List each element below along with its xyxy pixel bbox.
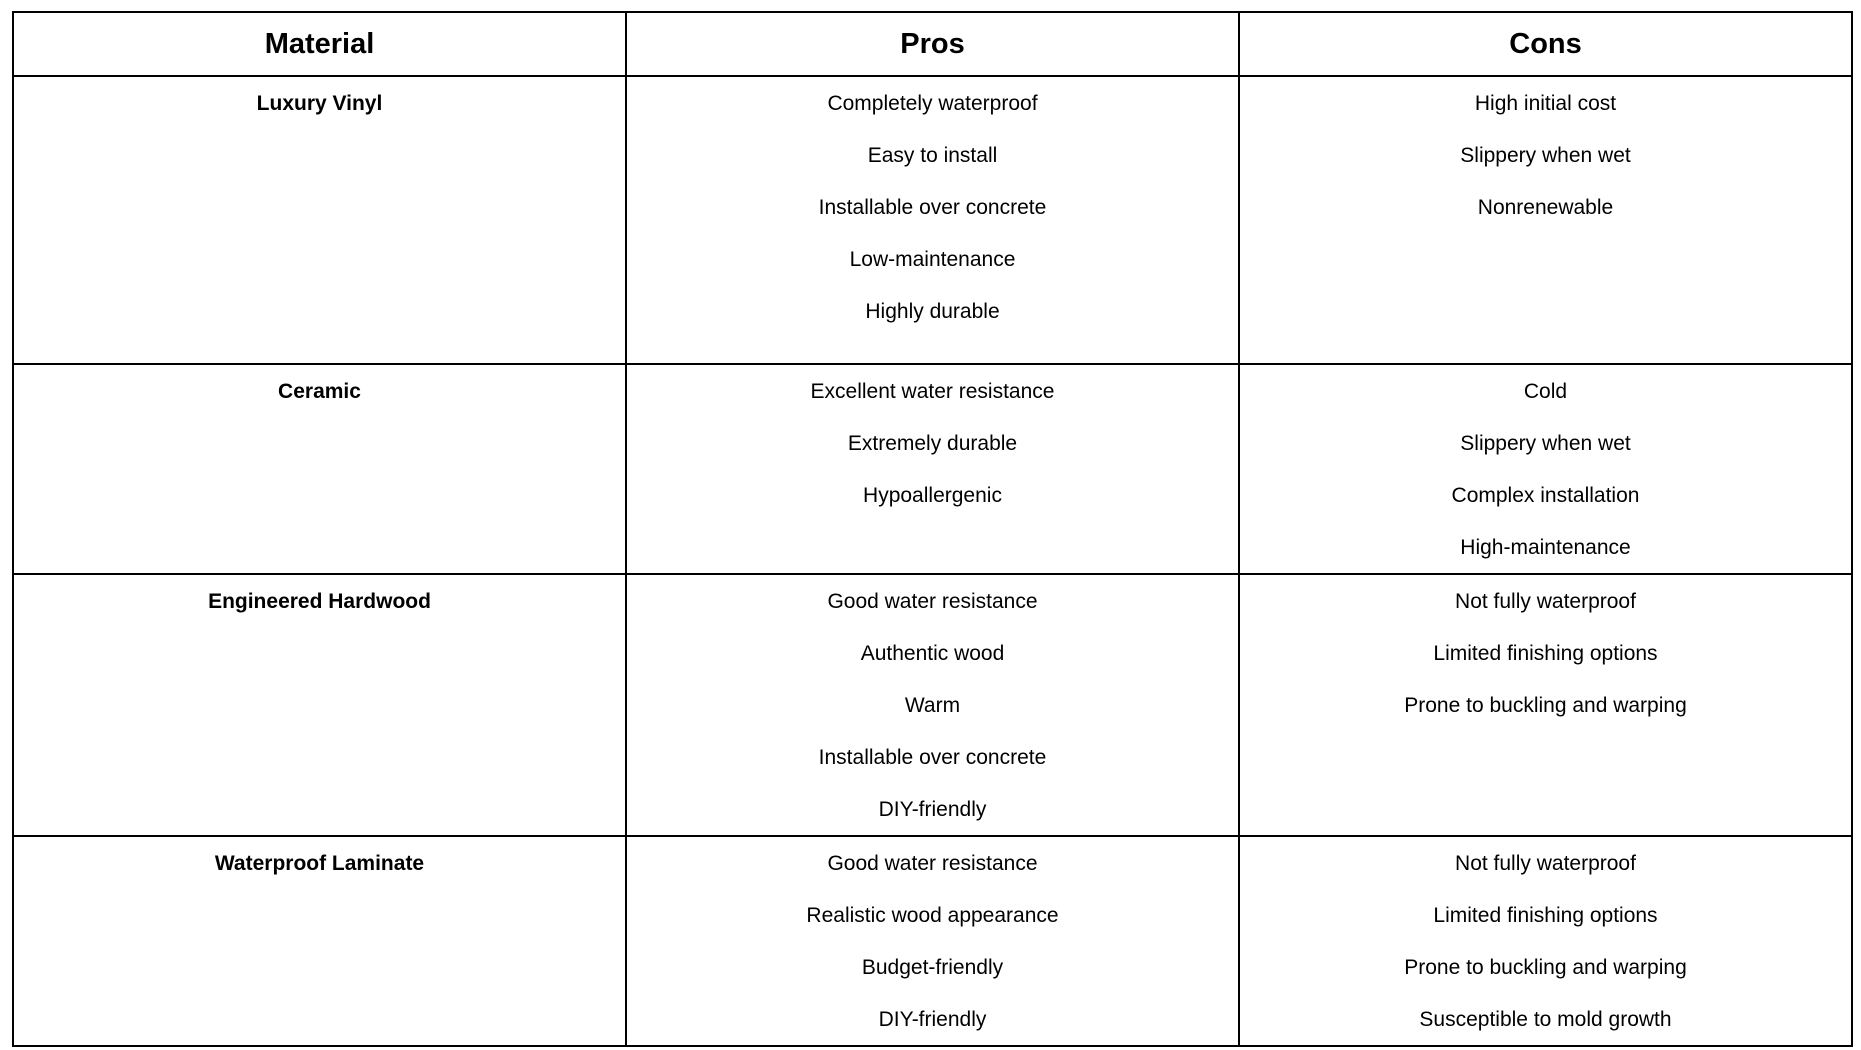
pro-item: DIY-friendly — [878, 1008, 987, 1031]
pro-item: Highly durable — [865, 300, 1000, 323]
pro-item: Installable over concrete — [818, 196, 1047, 219]
table-row — [13, 76, 1852, 364]
con-item: Prone to buckling and warping — [1404, 956, 1687, 979]
con-item: Susceptible to mold growth — [1419, 1008, 1672, 1031]
pros-cell — [626, 574, 1239, 836]
con-item: High initial cost — [1474, 92, 1617, 115]
pro-item: Extremely durable — [847, 432, 1018, 455]
con-item: High-maintenance — [1460, 536, 1631, 559]
cons-cell — [1239, 836, 1852, 1046]
pro-item: Excellent water resistance — [810, 380, 1055, 403]
pro-item: Authentic wood — [860, 642, 1005, 665]
con-item: Not fully waterproof — [1455, 590, 1636, 613]
pro-item: Completely waterproof — [827, 92, 1038, 115]
con-item: Slippery when wet — [1460, 144, 1631, 167]
cons-cell — [1239, 364, 1852, 574]
pro-item: Good water resistance — [827, 852, 1038, 875]
pro-item: Budget-friendly — [861, 956, 1004, 979]
pro-item: Hypoallergenic — [863, 484, 1002, 507]
con-item: Cold — [1523, 380, 1568, 403]
pro-item: Installable over concrete — [818, 746, 1047, 769]
material-name: Luxury Vinyl — [256, 92, 383, 115]
pros-cell — [626, 836, 1239, 1046]
pro-item: Low-maintenance — [849, 248, 1016, 271]
header-row — [13, 12, 1852, 76]
con-item: Complex installation — [1451, 484, 1640, 507]
table-row — [13, 574, 1852, 836]
pro-item: Easy to install — [867, 144, 998, 167]
con-item: Slippery when wet — [1460, 432, 1631, 455]
header-pros: Pros — [626, 12, 1239, 76]
con-item: Not fully waterproof — [1455, 852, 1636, 875]
pro-item: Warm — [904, 694, 961, 717]
material-cell — [13, 76, 626, 364]
header-cons: Cons — [1239, 12, 1852, 76]
material-name: Engineered Hardwood — [208, 590, 431, 613]
pro-item: Good water resistance — [827, 590, 1038, 613]
pro-item: DIY-friendly — [878, 798, 987, 821]
material-name: Ceramic — [278, 380, 361, 403]
material-cell — [13, 574, 626, 836]
pro-item: Realistic wood appearance — [806, 904, 1059, 927]
material-cell — [13, 364, 626, 574]
table-row — [13, 364, 1852, 574]
material-cell — [13, 836, 626, 1046]
con-item: Prone to buckling and warping — [1404, 694, 1687, 717]
material-name: Waterproof Laminate — [214, 852, 425, 875]
comparison-table — [12, 11, 1853, 1047]
cons-cell — [1239, 76, 1852, 364]
con-item: Limited finishing options — [1433, 642, 1658, 665]
pros-cell — [626, 76, 1239, 364]
con-item: Nonrenewable — [1477, 196, 1614, 219]
con-item: Limited finishing options — [1433, 904, 1658, 927]
cons-cell — [1239, 574, 1852, 836]
header-material: Material — [13, 12, 626, 76]
pros-cell — [626, 364, 1239, 574]
table-row — [13, 836, 1852, 1046]
